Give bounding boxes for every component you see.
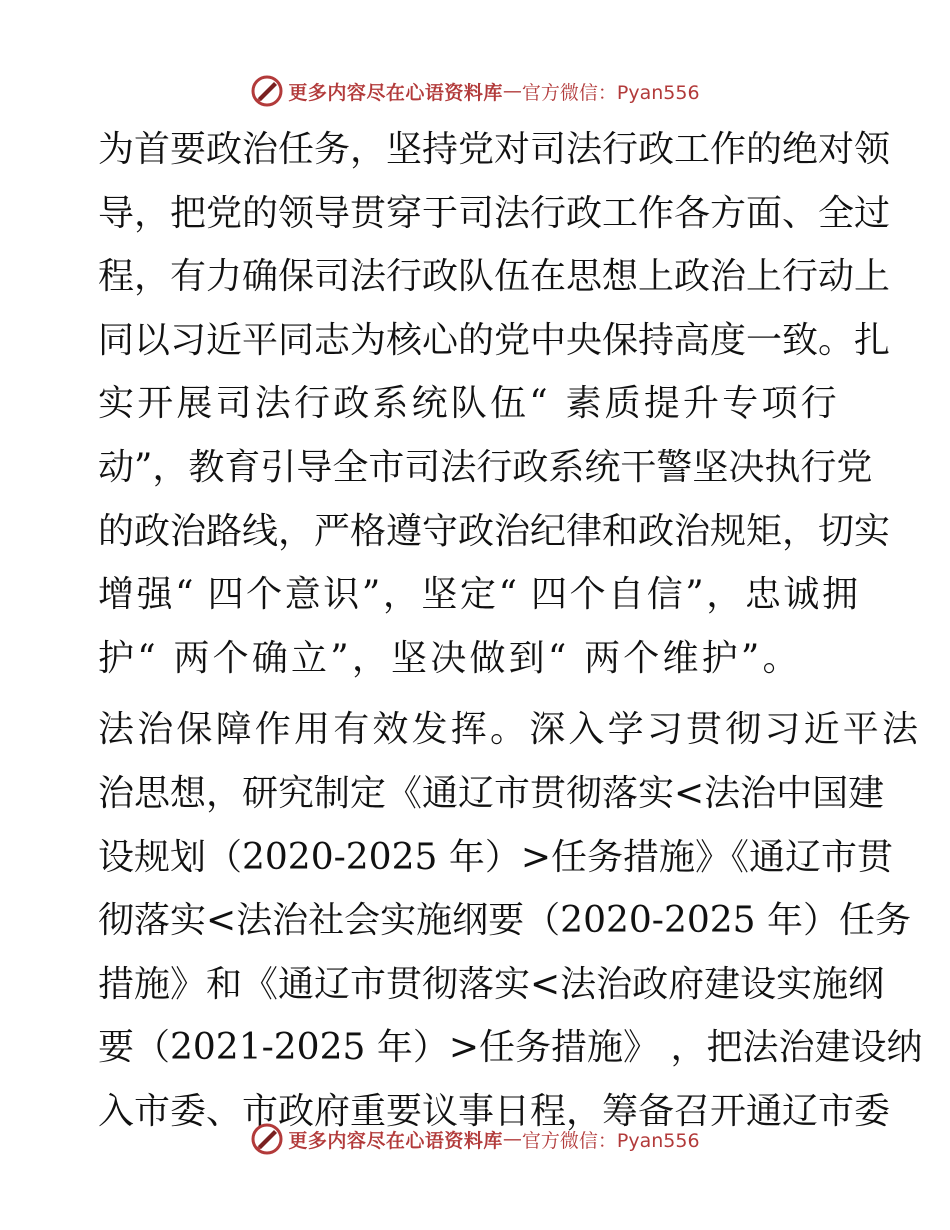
text-line: 导，把党的领导贯穿于司法行政工作各方面、全过 [98,192,891,234]
text-line: 法治保障作用有效发挥。深入学习贯彻习近平法 [98,709,922,751]
watermark-header [0,74,950,108]
document-body [98,118,923,1144]
watermark-text: 更多内容尽在心语资料库 [288,1129,503,1152]
text-line: 为首要政治任务，坚持党对司法行政工作的绝对领 [98,129,891,170]
watermark-separator: — [502,80,522,102]
text-line: 治思想，研究制定《通辽市贯彻落实<法治中国建 [98,772,885,814]
watermark-text: 更多内容尽在心语资料库 [288,81,503,104]
pen-logo-icon [250,1122,284,1156]
text-line: 程，有力确保司法行政队伍在思想上政治上行动上 [98,256,891,298]
text-line: 的政治路线，严格遵守政治纪律和政治规矩，切实 [98,510,891,552]
pen-logo-icon [250,74,284,108]
paragraph-1 [98,118,891,690]
watermark-wechat: 官方微信：Pyan556 [521,1129,700,1152]
watermark-separator: — [502,1128,522,1150]
text-line: 护“ 两个确立”，坚决做到“ 两个维护”。 [98,637,802,679]
text-line: 增强“ 四个意识”，坚定“ 四个自信”，忠诚拥 [98,574,858,616]
text-line: 实开展司法行政系统队伍“ 素质提升专项行 [98,383,840,425]
text-line: 入市委、市政府重要议事日程，筹备召开通辽市委 [98,1090,891,1132]
text-line: 彻落实<法治社会实施纲要（2020-2025 年）任务 [98,900,912,942]
paragraph-2 [98,698,923,1143]
text-line: 要（2021-2025 年）>任务措施》 ，把法治建设纳 [98,1027,923,1069]
text-line: 动”，教育引导全市司法行政系统干警坚决执行党 [98,446,873,488]
text-line: 设规划（2020-2025 年）>任务措施》《通辽市贯 [98,836,894,878]
text-line: 措施》和《通辽市贯彻落实<法治政府建设实施纲 [98,963,885,1005]
watermark-footer [0,1122,950,1156]
text-line: 同以习近平同志为核心的党中央保持高度一致。扎 [98,319,891,361]
watermark-wechat: 官方微信：Pyan556 [521,81,700,104]
